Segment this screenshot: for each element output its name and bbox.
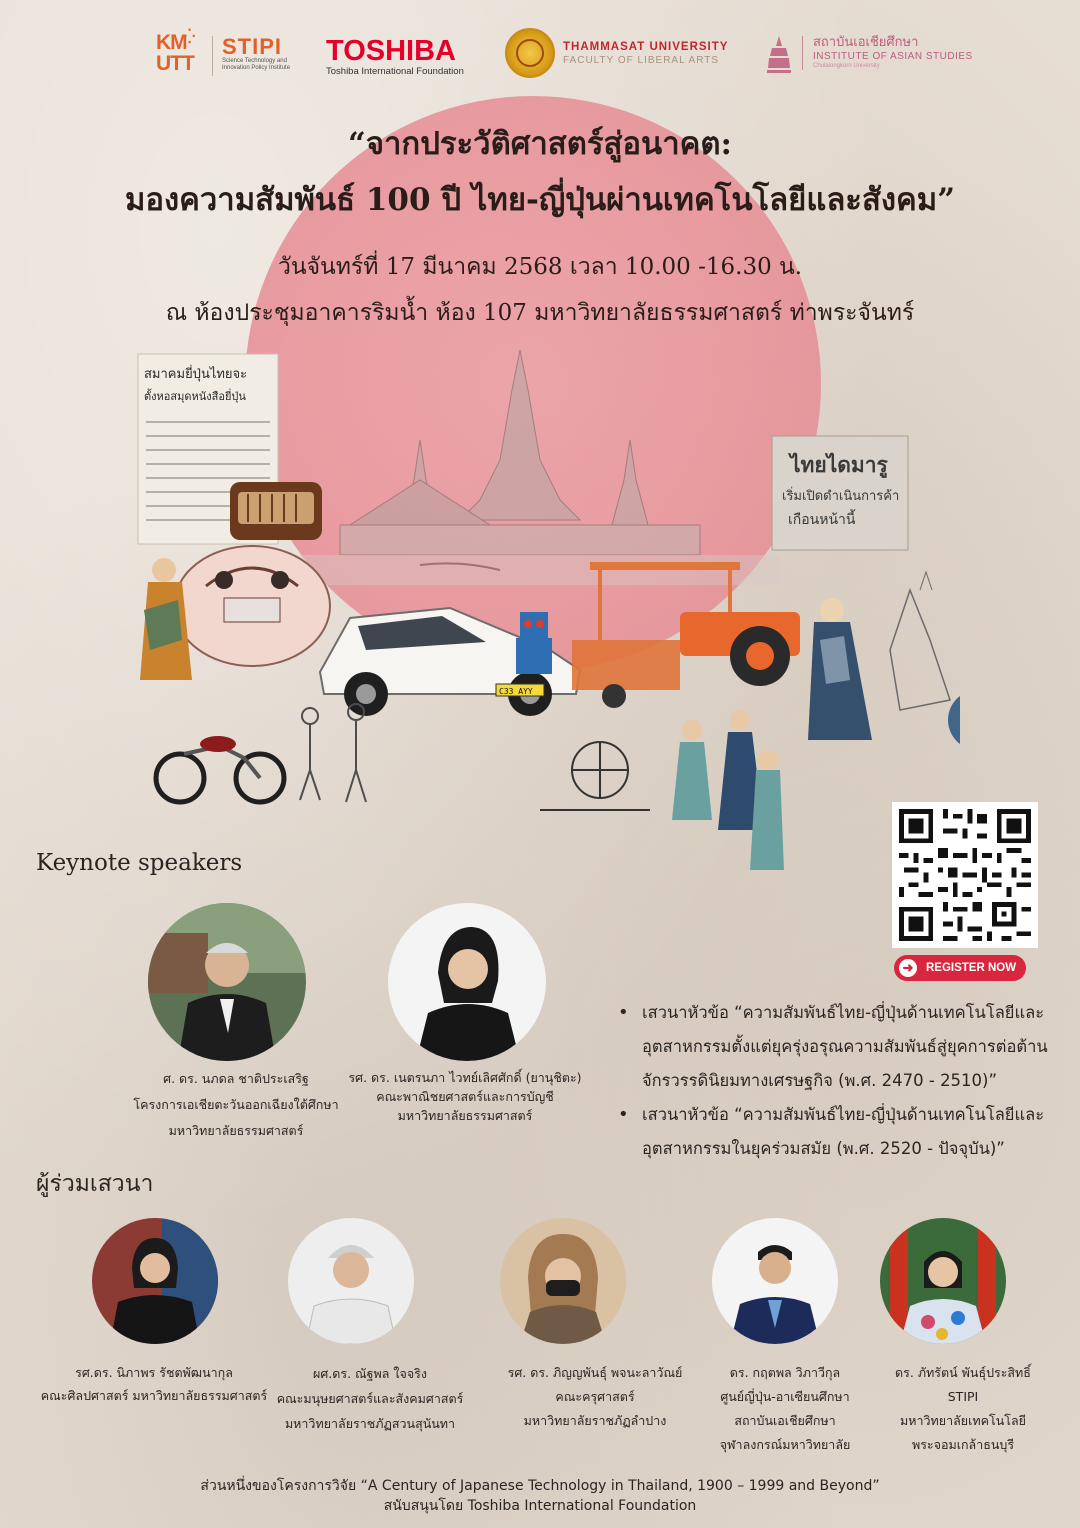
panelist-5-university-line2: พระจอมเกล้าธนบุรี [911,1437,1015,1452]
panelist-2-university: มหาวิทยาลัยราชภัฏสวนสุนันทา [284,1416,456,1431]
ias-thai-name: สถาบันเอเชียศึกษา [813,35,919,50]
panelist-4-caption [700,1361,870,1457]
ias-logo-text [802,36,982,70]
event-title-line1: “จากประวัติศาสตร์สู่อนาคต: [348,126,732,162]
kmutt-logo-text: KMUTT [156,31,194,75]
panelist-1-name: รศ.ดร. นิภาพร รัชตพัฒนากุล [75,1365,233,1380]
registration-qr-code[interactable] [892,802,1038,948]
panelist-4-university: จุฬาลงกรณ์มหาวิทยาลัย [719,1437,851,1452]
keynote-speaker-1-affiliation: โครงการเอเชียตะวันออกเฉียงใต้ศึกษา [133,1097,339,1112]
newspaper-right-headline3: เกือนหน้านี้ [788,512,856,528]
newspaper-left-headline2: ตั้งหอสมุดหนังสือยี่ปุ่น [144,390,246,403]
panelist-3-university: มหาวิทยาลัยราชภัฏลำปาง [523,1413,667,1428]
discussion-topics [618,996,1050,1166]
register-now-label: REGISTER NOW [926,962,1017,974]
khon-mask-illustration [174,546,330,666]
thammasat-seal-icon [505,28,555,78]
vintage-radio-illustration [230,482,322,540]
panelist-4-photo [712,1218,838,1344]
panelist-2-photo [288,1218,414,1344]
panelist-1-affiliation: คณะศิลปศาสตร์ มหาวิทยาลัยธรรมศาสตร์ [40,1388,268,1403]
ias-pagoda-icon [766,34,792,74]
panelist-5-photo [880,1218,1006,1344]
newspaper-clipping-right [772,436,908,550]
thammasat-line1: THAMMASAT UNIVERSITY [563,41,729,53]
footer-project-line: ส่วนหนึ่งของโครงการวิจัย “A Century of Japanese Technology in Thailand, 1900 – 1999 and Beyond” [200,1478,880,1494]
event-date-time: วันจันทร์ที่ 17 มีนาคม 2568 เวลา 10.00 -16.30 น. [277,254,803,280]
spinning-wheel-illustration [540,742,650,810]
footer-sponsor-line: สนับสนุนโดย Toshiba International Foundation [383,1498,697,1514]
event-title-line2: มองความสัมพันธ์ 100 ปี ไทย-ญี่ปุ่นผ่านเทคโนโลยีและสังคม” [124,182,956,218]
newspaper-right-headline1: ไทยไดมารู [790,453,888,477]
yaksha-guardian-sketch [890,572,950,710]
topic-item-1: • เสวนาหัวข้อ “ความสัมพันธ์ไทย-ญี่ปุ่นด้านเทคโนโลยีและอุตสาหกรรมตั้งแต่ยุครุ่งอรุณความสัมพันธ์สู่ยุคการต่อต้านจักรวรรดินิยมทางเศรษฐกิจ (พ.ศ. 2470 - 2510)” [618,996,1050,1098]
keynote-heading: Keynote speakers [36,850,243,876]
toshiba-subtitle: Toshiba International Foundation [326,66,464,77]
keynote-speaker-2-university: มหาวิทยาลัยธรรมศาสตร์ [397,1108,533,1123]
panelist-5-name: ดร. ภัทรัตน์ พันธุ์ประสิทธิ์ [895,1365,1031,1380]
arrow-right-icon: ➜ [899,959,917,977]
panelist-5-caption [870,1361,1056,1457]
panelist-4-name: ดร. กฤตพล วิภาวีกุล [729,1365,841,1380]
panelist-5-institute: STIPI [947,1389,979,1404]
panelist-4-center: ศูนย์ญี่ปุ่น-อาเซียนศึกษา [720,1389,850,1404]
thammasat-logo-text [563,40,733,67]
toshiba-name: TOSHIBA [326,35,456,67]
toy-robot-illustration [516,612,552,674]
keynote-speaker-1-name: ศ. ดร. นภดล ชาติประเสริฐ [163,1071,309,1086]
topic-item-2: • เสวนาหัวข้อ “ความสัมพันธ์ไทย-ญี่ปุ่นด้านเทคโนโลยีและอุตสาหกรรมในยุคร่วมสมัย (พ.ศ. 2520 - ปัจจุบัน)” [618,1098,1050,1166]
soldiers-sketch [300,704,366,802]
temple-sketch-illustration [260,350,780,585]
keynote-speaker-2-caption [330,1068,600,1125]
panel-heading: ผู้ร่วมเสวนา [36,1171,154,1197]
panelist-1-photo [92,1218,218,1344]
panelist-2-name: ผศ.ดร. ณัฐพล ใจจริง [313,1366,427,1381]
panelist-3-photo [500,1218,626,1344]
ias-english-name: INSTITUTE OF ASIAN STUDIES [813,51,973,62]
keynote-speaker-2-faculty: คณะพาณิชยศาสตร์และการบัญชี [376,1089,554,1104]
newspaper-left-headline1: สมาคมยี่ปุ่นไทยจะ [144,367,248,382]
panelist-5-university-line1: มหาวิทยาลัยเทคโนโลยี [900,1413,1026,1428]
toshiba-logo [326,36,476,80]
keynote-speaker-1-university: มหาวิทยาลัยธรรมศาสตร์ [168,1123,304,1138]
ukiyoe-samurai-figure [808,598,872,740]
event-venue: ณ ห้องประชุมอาคารริมน้ำ ห้อง 107 มหาวิทยาลัยธรรมศาสตร์ ท่าพระจันทร์ [165,300,915,326]
keynote-speaker-1-photo [148,903,306,1061]
panelist-3-caption [480,1361,710,1433]
panelist-3-faculty: คณะครุศาสตร์ [555,1389,635,1404]
history-collage [120,350,960,890]
ias-university: Chulalongkorn University [813,63,880,69]
stipi-name: STIPI [222,34,283,59]
panelist-4-institute: สถาบันเอเชียศึกษา [734,1413,836,1428]
panelist-2-caption [270,1361,470,1436]
car-plate-text: C33 AYY [499,687,533,696]
panelist-3-name: รศ. ดร. ภิญญพันธุ์ พจนะลาวัณย์ [507,1365,683,1380]
motorcycle-illustration [156,736,284,802]
kmutt-dots-icon: ⁛ [184,28,195,44]
register-now-button[interactable] [894,955,1026,981]
thai-traditional-figures [672,710,784,870]
panelist-1-caption [36,1361,272,1407]
newspaper-right-headline2: เริ่มเปิดดำเนินการค้า [782,489,900,504]
keynote-speaker-2-name: รศ. ดร. เนตรนภา ไวทย์เลิศศักดิ์ (ยานุชิตะ) [348,1070,582,1085]
kmutt-logo [156,28,206,84]
stipi-subtitle: Science Technology and Innovation Policy Institute [222,58,291,71]
keynote-speaker-2-photo [388,903,546,1061]
logo-row [0,22,1080,86]
stipi-logo [212,36,312,76]
thammasat-line2: FACULTY OF LIBERAL ARTS [563,55,720,66]
panelist-2-faculty: คณะมนุษยศาสตร์และสังคมศาสตร์ [276,1391,464,1406]
